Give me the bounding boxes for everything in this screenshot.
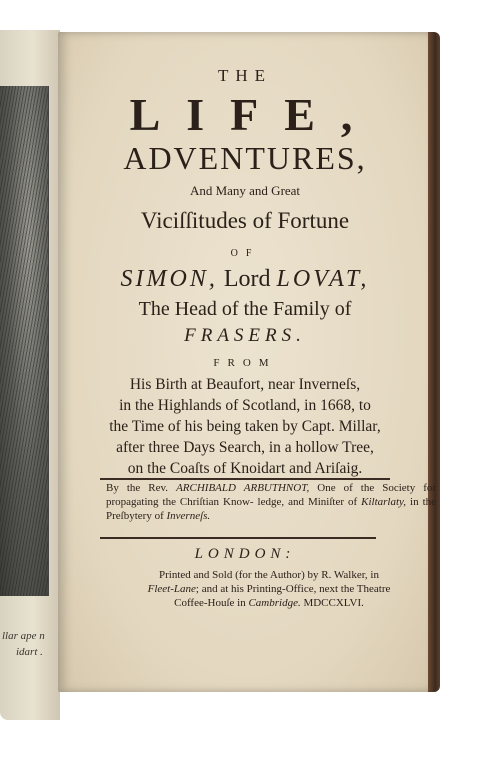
title-lord: Lord: [223, 266, 271, 292]
title-the: THE: [217, 66, 273, 85]
description-line: His Birth at Beaufort, near Inverneſs,: [129, 376, 361, 393]
title-of: OF: [230, 248, 260, 259]
imprint-london: LONDON:: [194, 546, 296, 562]
byline-author: ARCHIBALD ARBUTHNOT,: [176, 482, 310, 494]
byline-town: Inverneſs.: [166, 510, 211, 522]
frontispiece-engraving: [0, 86, 49, 596]
byline-rest1: One of the Society for propagating the Chriſtian Know-: [106, 482, 437, 508]
divider-rule-bottom: [100, 537, 376, 539]
imprint-date: MDCCXLVI.: [303, 597, 364, 609]
byline-rest2: ledge, and Miniſter of: [257, 496, 358, 508]
divider-rule-top: [100, 478, 390, 480]
description-line: the Time of his being taken by Capt. Millar,: [109, 418, 381, 435]
description-line: on the Coaſts of Knoidart and Ariſaig.: [127, 460, 363, 477]
frontispiece-caption-line2: idart .: [16, 646, 43, 658]
imprint: [104, 568, 434, 610]
frontispiece-caption-line1: llar ape n: [2, 630, 45, 642]
byline: [106, 481, 436, 523]
title-frasers: FRASERS.: [184, 325, 306, 346]
imprint-coffee-house: Coffee-Houſe in: [174, 597, 246, 609]
title-from: FROM: [213, 357, 277, 369]
title-vicissitudes: Viciſſitudes of Fortune: [140, 208, 350, 233]
title-adventures: ADVENTURES,: [123, 140, 367, 176]
imprint-line3: [104, 596, 434, 610]
imprint-line2: [104, 582, 434, 596]
description-line: after three Days Search, in a hollow Tree,: [116, 439, 374, 456]
frontispiece-page: [0, 30, 60, 720]
title-simon: SIMON,: [120, 266, 218, 292]
imprint-cambridge: Cambridge.: [248, 597, 301, 609]
title-lovat: LOVAT,: [276, 266, 370, 292]
imprint-line1: Printed and Sold (for the Author) by R. Walker, in: [159, 569, 379, 581]
byline-rest3: in the Preſbytery of: [106, 496, 437, 522]
imprint-fleet-lane: Fleet-Lane: [147, 583, 196, 595]
title-and-many: And Many and Great: [189, 183, 301, 198]
title-description: [58, 374, 432, 479]
description-line: in the Highlands of Scotland, in 1668, to: [119, 397, 371, 414]
imprint-line2-rest: ; and at his Printing-Office, next the Theatre: [195, 583, 391, 595]
byline-place: Kiltarlaty,: [361, 496, 407, 508]
byline-pre: By the Rev.: [106, 482, 169, 494]
title-head-line: The Head of the Family of: [138, 298, 352, 320]
title-simon-line: [58, 266, 432, 293]
title-life: LIFE,: [129, 89, 379, 140]
